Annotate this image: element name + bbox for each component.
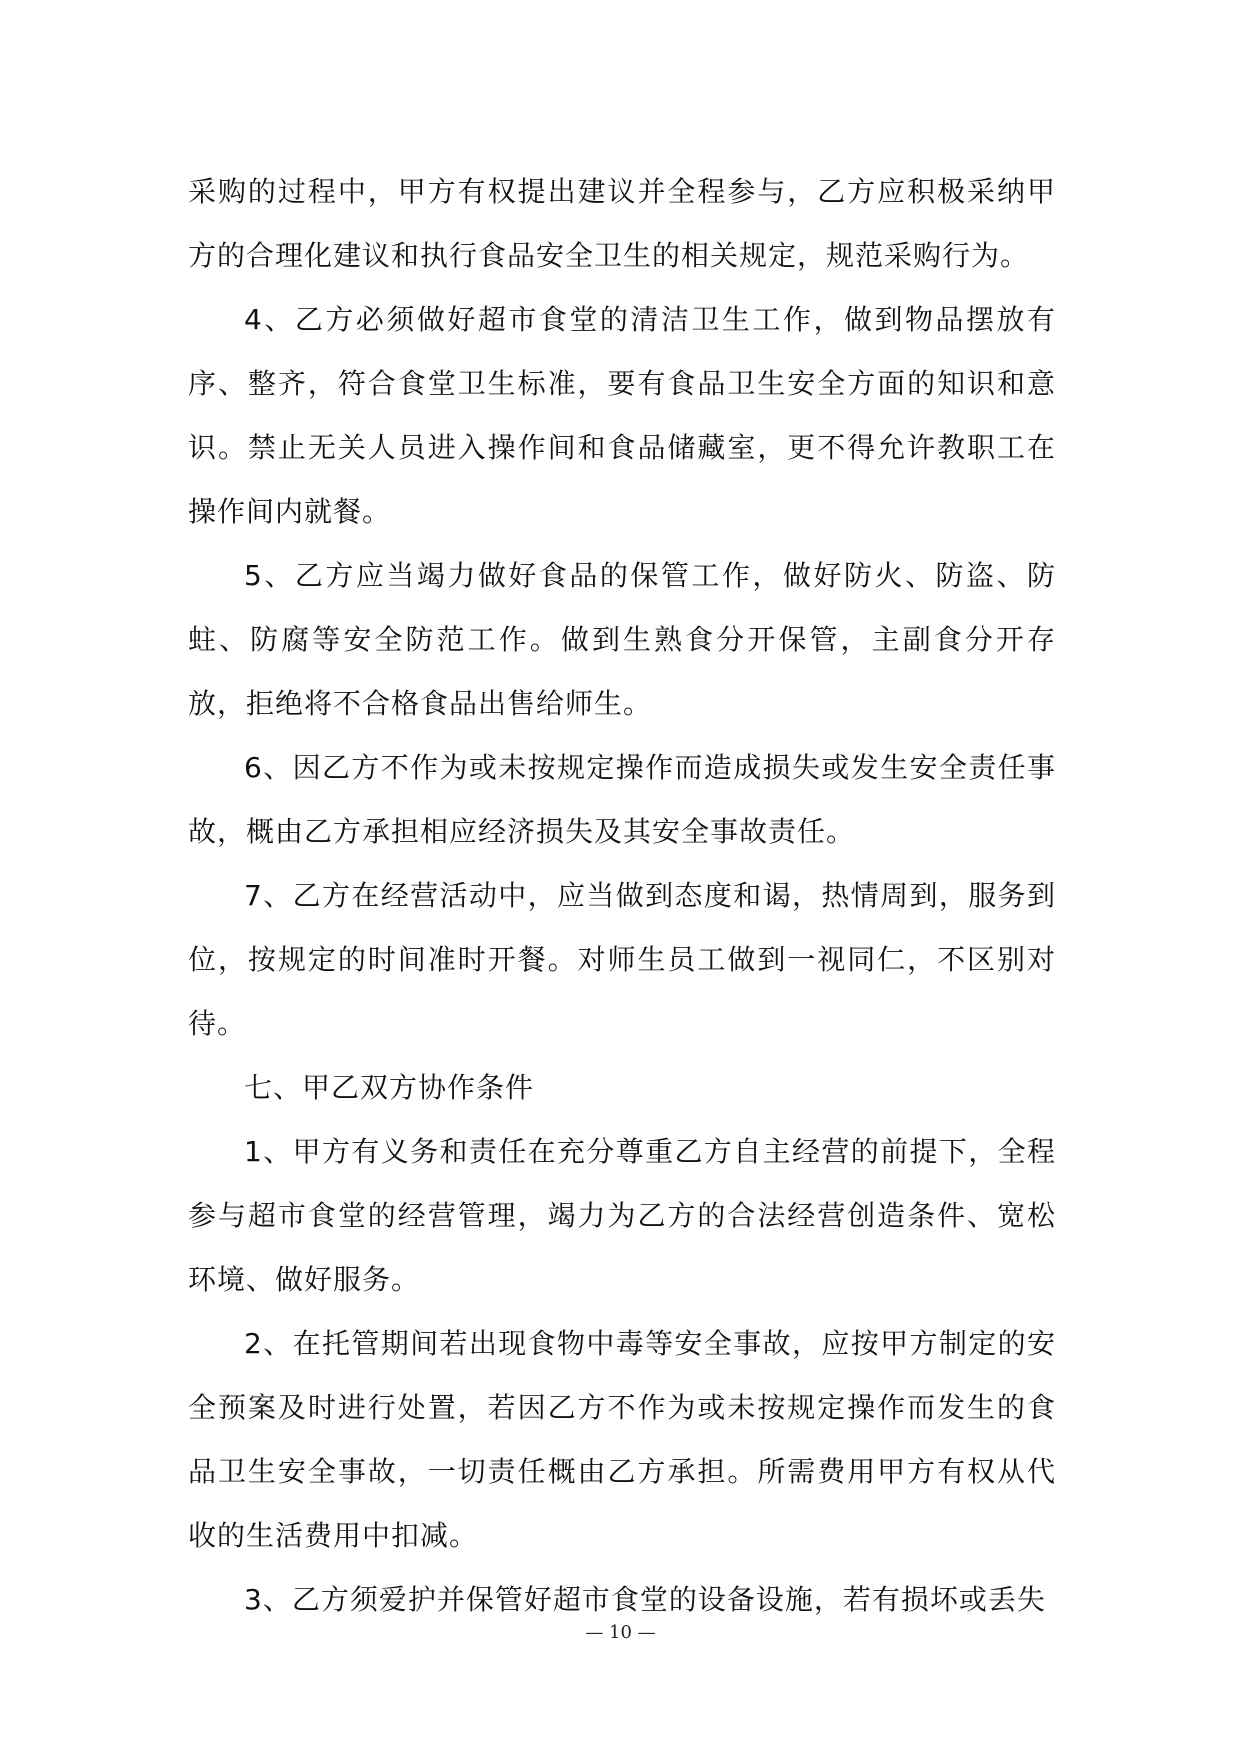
paragraph-cooperation-item-2: 2、在托管期间若出现食物中毒等安全事故，应按甲方制定的安全预案及时进行处置，若因乙方不作为或未按规定操作而发生的食品卫生安全事故，一切责任概由乙方承担。所需费用甲方有权从代收的生活费用中扣减。 [188,1327,1056,1552]
paragraph-cooperation-item-3: 3、乙方须爱护并保管好超市食堂的设备设施，若有损坏或丢失 [244,1583,1046,1616]
paragraph-item-6-liability: 6、因乙方不作为或未按规定操作而造成损失或发生安全责任事故，概由乙方承担相应经济损失及其安全事故责任。 [188,751,1056,848]
paragraph-cooperation-item-1: 1、甲方有义务和责任在充分尊重乙方自主经营的前提下，全程参与超市食堂的经营管理，竭力为乙方的合法经营创造条件、宽松环境、做好服务。 [188,1135,1056,1296]
paragraph-item-4-cleaning: 4、乙方必须做好超市食堂的清洁卫生工作，做到物品摆放有序、整齐，符合食堂卫生标准，要有食品卫生安全方面的知识和意识。禁止无关人员进入操作间和食品储藏室，更不得允许教职工在操作间内就餐。 [188,303,1056,528]
document-body [188,160,1056,1632]
paragraph-item-7-service: 7、乙方在经营活动中，应当做到态度和谒，热情周到，服务到位，按规定的时间准时开餐。对师生员工做到一视同仁，不区别对待。 [188,879,1056,1040]
section-heading-cooperation: 七、甲乙双方协作条件 [244,1071,535,1104]
paragraph-item-5-storage: 5、乙方应当竭力做好食品的保管工作，做好防火、防盗、防蛀、防腐等安全防范工作。做到生熟食分开保管，主副食分开存放，拒绝将不合格食品出售给师生。 [188,559,1056,720]
page-number: — 10 — [585,1622,656,1643]
paragraph-procurement-continued: 采购的过程中，甲方有权提出建议并全程参与，乙方应积极采纳甲方的合理化建议和执行食品安全卫生的相关规定，规范采购行为。 [188,175,1056,272]
